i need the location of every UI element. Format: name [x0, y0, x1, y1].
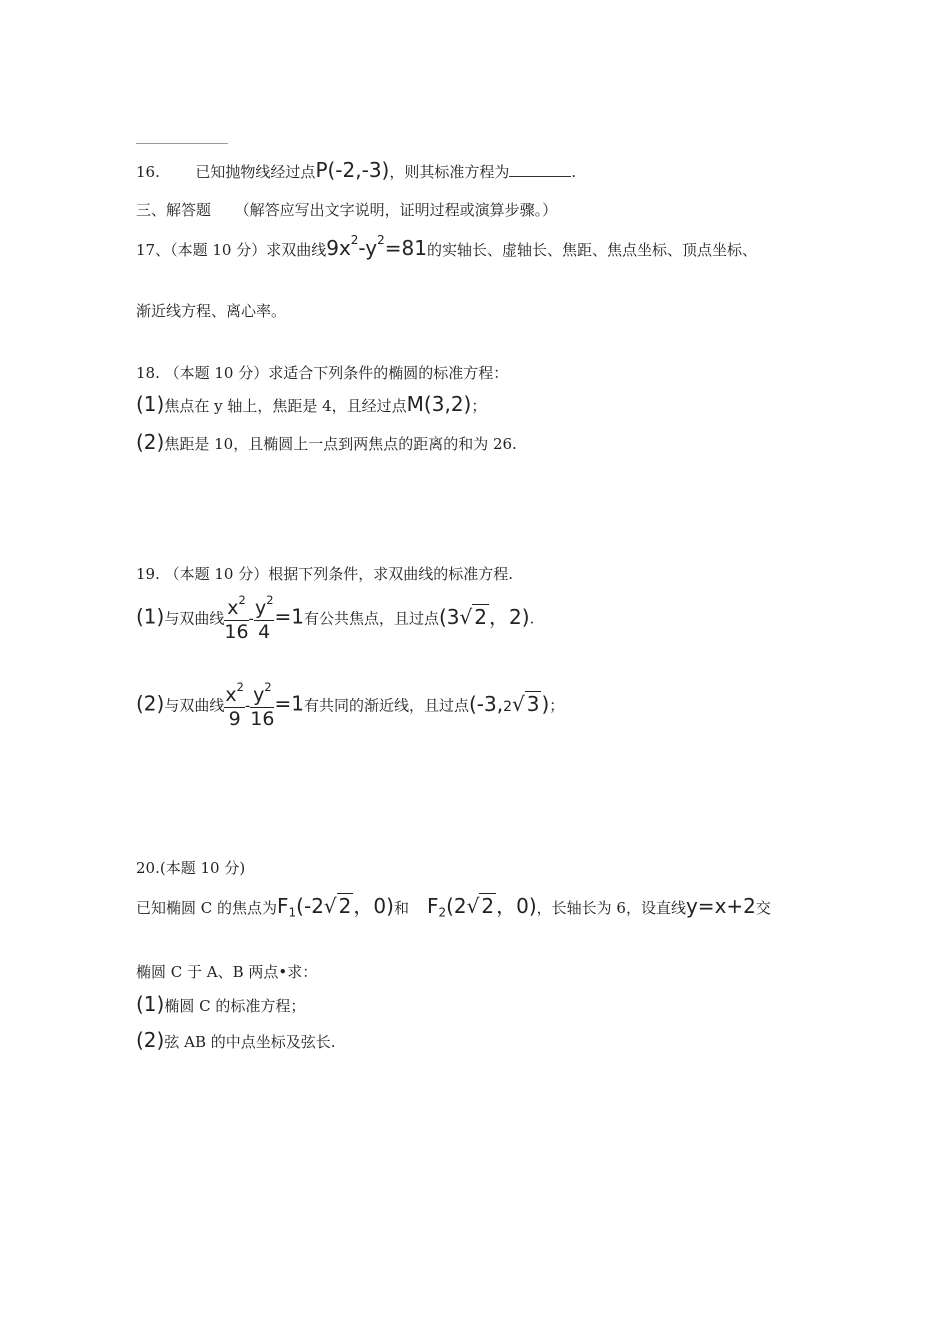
part-number: (2) [136, 691, 165, 716]
question-head: 19. （本题 10 分）根据下列条件，求双曲线的标准方程. [136, 565, 514, 583]
minus-sign: - [248, 609, 254, 628]
question-20-part-2 [136, 1028, 336, 1052]
fraction: $\frac{y^2}{4}$ [254, 592, 274, 643]
part-number: (1) [136, 392, 165, 416]
math-equation: $9x^2-y^2=81$ [326, 233, 427, 260]
part-number: (2) [136, 1028, 165, 1052]
question-17 [136, 233, 757, 260]
question-19 [136, 563, 513, 584]
part-text: 与双曲线 [164, 696, 225, 715]
equals-one: =1 [274, 604, 304, 629]
question-text: 椭圆 C 于 A、B 两点•求： [136, 963, 318, 981]
part-number: (1) [136, 992, 165, 1016]
question-head: 18. （本题 10 分）求适合下列条件的椭圆的标准方程： [136, 364, 509, 382]
question-text: 已知抛物线经过点 [195, 163, 316, 181]
part-text: 椭圆 C 的标准方程； [164, 997, 306, 1015]
section-heading [136, 199, 557, 220]
question-17-cont [136, 300, 286, 321]
focus-f2: $F_2(2√$ 2 ，0) [426, 894, 537, 920]
part-text: 焦距是 10，且椭圆上一点到两焦点的距离的和为 26. [164, 435, 517, 453]
part-text: 有共同的渐近线，且过点 [303, 696, 469, 715]
equals-one: =1 [274, 691, 304, 716]
question-20-cont [136, 961, 317, 982]
punctuation: ； [471, 397, 487, 415]
conjunction: 和 [393, 899, 409, 917]
question-20 [136, 857, 245, 878]
focus-f1: $F_1(-2√$ 2 ，0) [277, 894, 394, 920]
question-text: 的实轴长、虚轴长、焦距、焦点坐标、顶点坐标、 [426, 241, 757, 259]
period: . [571, 163, 577, 181]
fraction: $\frac{x^2}{9}$ [225, 679, 244, 730]
part-text: 弦 AB 的中点坐标及弦长. [164, 1033, 336, 1051]
question-text: ，长轴长为 6，设直线 [536, 899, 686, 917]
part-number: (1) [136, 604, 165, 629]
question-head: 20.(本题 10 分) [136, 859, 246, 877]
question-19-part-2 [136, 679, 565, 730]
section-note: （解答应写出文字说明，证明过程或演算步骤。） [234, 201, 558, 219]
part-number: (2) [136, 430, 165, 454]
answer-blank [509, 162, 571, 177]
fraction: $\frac{x^2}{16}$ [224, 592, 249, 643]
question-20-body [136, 890, 771, 919]
minus-sign: - [244, 696, 251, 715]
question-18-part-2 [136, 430, 517, 454]
part-text: 有公共焦点，且过点 [303, 609, 439, 628]
question-18 [136, 362, 508, 383]
question-16 [136, 158, 576, 182]
question-20-part-1 [136, 992, 305, 1016]
question-text: ，则其标准方程为 [389, 163, 510, 181]
question-19-part-1 [136, 592, 535, 643]
part-text: 焦点在 y 轴上，焦距是 4，且经过点 [164, 397, 407, 415]
question-head: 17、（本题 10 分）求双曲线 [136, 241, 327, 259]
part-text: 与双曲线 [164, 609, 225, 628]
math-point: P(-2,-3) [315, 158, 390, 182]
question-number: 16. [136, 163, 160, 181]
question-18-part-1 [136, 392, 486, 416]
line-equation: y=x+2 [685, 894, 756, 918]
question-text: 交 [755, 899, 771, 917]
math-point: M(3,2) [406, 392, 472, 416]
period: . [529, 609, 535, 628]
question-text: 渐近线方程、离心率。 [136, 302, 287, 320]
footnote-rule [136, 143, 228, 144]
question-text: 已知椭圆 C 的焦点为 [136, 899, 278, 917]
section-title: 三、解答题 [136, 201, 212, 219]
fraction: $\frac{y^2}{16}$ [250, 679, 275, 730]
punctuation: ； [549, 696, 565, 715]
math-point: (3√ 2 ，2) [438, 604, 530, 629]
math-point: (-3,2√ 3 ) [468, 691, 550, 716]
